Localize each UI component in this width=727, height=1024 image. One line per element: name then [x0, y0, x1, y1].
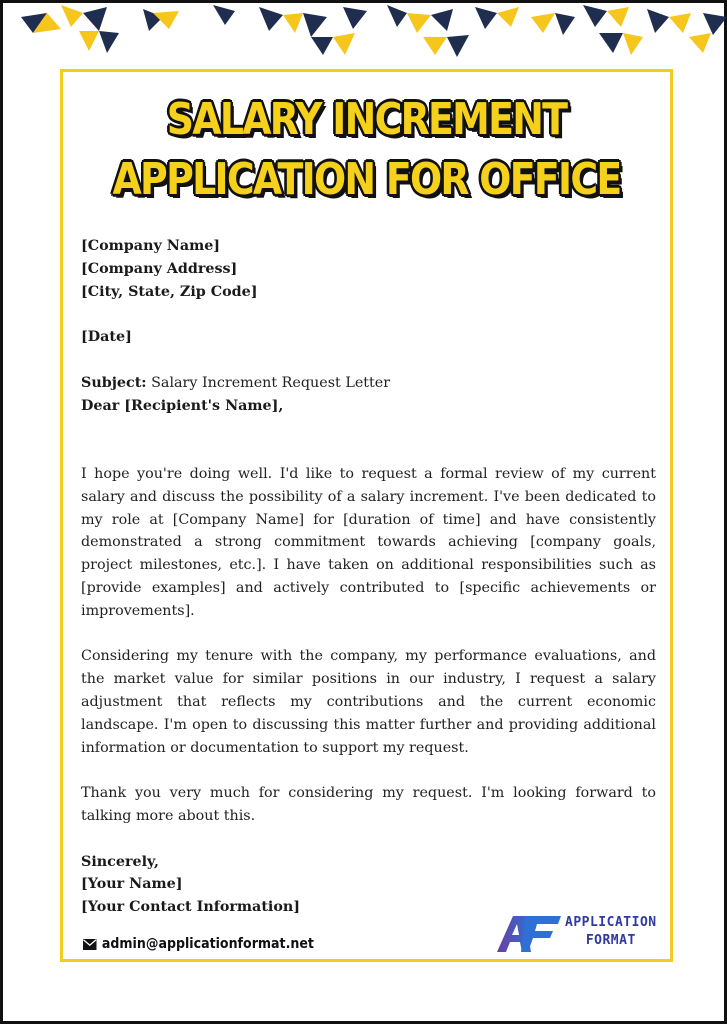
email-address[interactable]: admin@applicationformat.net [101, 936, 314, 952]
your-contact-information: [Your Contact Information] [81, 899, 301, 916]
body-paragraph-2: Considering my tenure with the company, my performance evaluations, and the market value for similar positions in our industry, I request a salary adjustment that reflects my contributions and the current economic landscape. I'm open to discussing this matter further and providing additional information or documentation to support my request. [81, 648, 656, 756]
brand-logo [495, 910, 667, 956]
company-address: [Company Address] [81, 260, 238, 277]
letter-date: [Date] [81, 329, 132, 346]
brand-logo-text [565, 914, 657, 950]
your-name: [Your Name] [81, 876, 183, 893]
footer-email[interactable] [83, 936, 314, 952]
brand-logo-line-1: APPLICATION [565, 915, 657, 930]
page-title [105, 90, 627, 210]
letter-body [81, 235, 656, 919]
envelope-icon [83, 939, 97, 950]
subject-line [81, 372, 656, 395]
subject-text: Salary Increment Request Letter [146, 374, 391, 391]
page-title-line-1: SALARY INCREMENT [166, 94, 567, 145]
brand-logo-line-2: FORMAT [585, 933, 636, 948]
letter-card [60, 69, 673, 962]
company-name: [Company Name] [81, 238, 221, 254]
decorative-triangle-pattern [3, 3, 727, 65]
af-logo-icon [495, 912, 563, 956]
city-state-zip: [City, State, Zip Code] [81, 283, 258, 300]
body-paragraph-1: I hope you're doing well. I'd like to request a formal review of my current salary and discuss the possibility of a salary increment. I've been dedicated to my role at [Company Name] for [duration of time] and have consistently demonstrated a strong commitment towards achieving [company goals, project milestones, etc.]. I have taken on additional responsibilities such as [provide examples] and actively contributed to [specific achievements or improvements]. [81, 465, 656, 619]
body-paragraph-3: Thank you very much for considering my request. I'm looking forward to talking more about this. [81, 785, 656, 824]
closing: Sincerely, [81, 853, 159, 870]
page-title-line-2: APPLICATION FOR OFFICE [112, 154, 621, 205]
salutation: Dear [Recipient's Name], [81, 397, 284, 414]
subject-label: Subject: [81, 374, 147, 391]
